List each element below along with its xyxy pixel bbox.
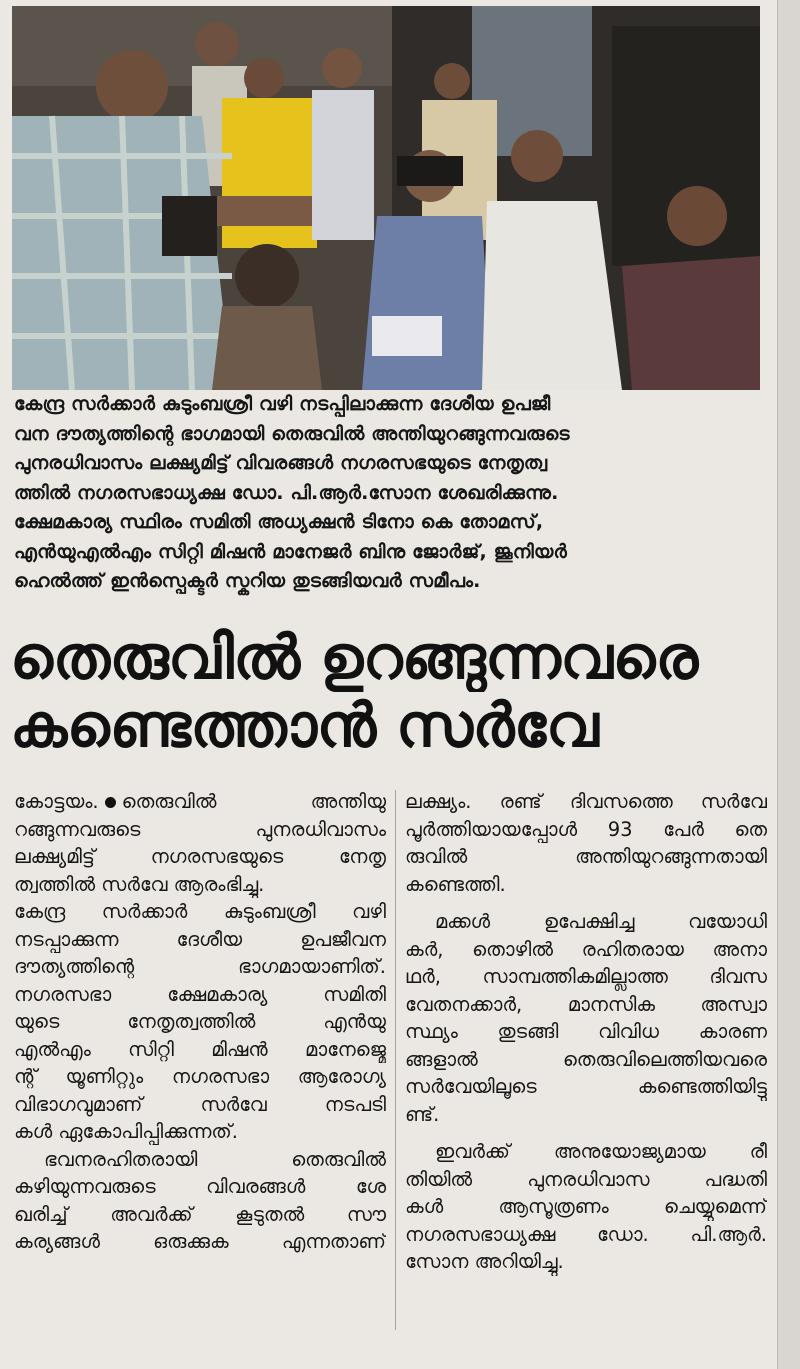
headline-line-2: കണ്ടെത്താൻ സർവേ: [10, 692, 599, 760]
article-line: മക്കൾ ഉപേക്ഷിച്ച വയോധി: [435, 910, 767, 933]
caption-line: ഹെൽത്ത് ഇൻസ്പെക്ടർ സ്കറിയ തുടങ്ങിയവർ സമീപം.: [14, 570, 481, 592]
article-line: സർവേയിലൂടെ കണ്ടെത്തിയിട്ടു: [405, 1075, 767, 1098]
article-line: നഗരസഭാധ്യക്ഷ ഡോ. പി.ആർ.: [405, 1222, 767, 1246]
article-line: ങ്ങളാൽ തെരുവിലെത്തിയവരെ: [405, 1047, 767, 1071]
article-line: ന്റ് യൂണിറ്റും നഗരസഭാ ആരോഗ്യ: [14, 1065, 386, 1088]
article-line: ഇവർക്ക് അനുയോജ്യമായ രീ: [435, 1140, 767, 1163]
bullet-dot-icon: [105, 797, 116, 808]
article-line: സ്ഥ്യം തുടങ്ങി വിവിധ കാരണ: [405, 1020, 767, 1043]
caption-line: കേന്ദ്ര സർക്കാർ കുടുംബശ്രീ വഴി നടപ്പിലാക്കുന്ന ദേശീയ ഉപജീ: [14, 393, 551, 415]
article-line: രുവിൽ അന്തിയുറങ്ങുന്നതായി: [405, 845, 767, 868]
article-line: ഥർ, സാമ്പത്തികമില്ലാത്ത ദിവസ: [405, 965, 767, 988]
article-line: എൽഎം സിറ്റി മിഷൻ മാനേജ്മെ: [14, 1037, 386, 1061]
headline-line-1: തെരുവിൽ ഉറങ്ങുന്നവരെ: [10, 624, 698, 692]
article-line: വേതനക്കാർ, മാനസിക അസ്വാ: [405, 992, 767, 1016]
caption-line: ത്തിൽ നഗരസഭാധ്യക്ഷ ഡോ. പി.ആർ.സോന ശേഖരിക്കുന്നു.: [14, 481, 559, 504]
article-line: കണ്ടെത്തി.: [405, 872, 506, 896]
article-line: കഴിയുന്നവരുടെ വിവരങ്ങൾ ശേ: [14, 1175, 386, 1198]
article-line: ലക്ഷ്യം. രണ്ട് ദിവസത്തെ സർവേ: [405, 790, 767, 813]
article-column-2: [405, 788, 767, 1276]
dateline: കോട്ടയം.: [14, 790, 99, 813]
photo-caption: [14, 390, 764, 597]
article-line: കര്യങ്ങൾ ഒരുക്കുക എന്നതാണ്: [14, 1230, 386, 1253]
article-line: നഗരസഭാ ക്ഷേമകാര്യ സമിതി: [14, 982, 386, 1006]
article-line: കൾ ഏകോപിപ്പിക്കുന്നത്.: [14, 1120, 238, 1143]
article-line: കർ, തൊഴിൽ രഹിതരായ അനാ: [405, 937, 767, 961]
article-line: സോന അറിയിച്ചു.: [405, 1250, 564, 1273]
article-line: കൾ ആസൂത്രണം ചെയ്യുമെന്ന്: [405, 1195, 767, 1218]
headline: [10, 624, 780, 760]
article-line: ദൗത്യത്തിന്റെ ഭാഗമായാണിത്.: [14, 955, 386, 978]
caption-line: പുനരധിവാസം ലക്ഷ്യമിട്ട് വിവരങ്ങൾ നഗരസഭയുടെ നേതൃത്വ: [14, 452, 548, 474]
column-divider: [395, 790, 396, 1330]
article-line: ലക്ഷ്യമിട്ട് നഗരസഭയുടെ നേതൃ: [14, 845, 386, 868]
article-line: യുടെ നേതൃത്വത്തിൽ എൻയു: [14, 1010, 386, 1033]
article-line: ഖരിച്ച് അവർക്ക് കൂടുതൽ സൗ: [14, 1202, 386, 1226]
caption-line: വന ദൗത്യത്തിന്റെ ഭാഗമായി തെരുവിൽ അന്തിയുറങ്ങുന്നവരുടെ: [14, 422, 570, 445]
article-column-1: [14, 788, 386, 1256]
article-line: വിഭാഗവുമാണ് സർവേ നടപടി: [14, 1092, 386, 1116]
article-line: കോട്ടയം. തെരുവിൽ അന്തിയു: [14, 790, 386, 813]
article-line: ത്വത്തിൽ സർവേ ആരംഭിച്ചു.: [14, 872, 265, 896]
news-photo: [12, 6, 760, 390]
caption-line: എൻയുഎൽഎം സിറ്റി മിഷൻ മാനേജർ ബിനു ജോർജ്, ജൂനിയർ: [14, 540, 568, 563]
article-line: റങ്ങുന്നവരുടെ പുനരധിവാസം: [14, 817, 386, 841]
article-line: ണ്ട്.: [405, 1102, 440, 1126]
article-line: പൂർത്തിയായപ്പോൾ 93 പേർ തെ: [405, 817, 767, 841]
article-line: ഭവനരഹിതരായി തെരുവിൽ: [44, 1147, 386, 1171]
news-photo-illustration: [12, 6, 760, 390]
article-line: കേന്ദ്ര സർക്കാർ കുടുംബശ്രീ വഴി: [14, 900, 386, 923]
article-line: തിയിൽ പുനരധിവാസ പദ്ധതി: [405, 1167, 767, 1191]
adjacent-column-edge: [777, 0, 800, 1369]
article-line: നടപ്പാക്കുന്ന ദേശീയ ഉപജീവന: [14, 927, 386, 951]
caption-line: ക്ഷേമകാര്യ സ്ഥിരം സമിതി അധ്യക്ഷൻ ടിനോ കെ തോമസ്,: [14, 511, 544, 533]
